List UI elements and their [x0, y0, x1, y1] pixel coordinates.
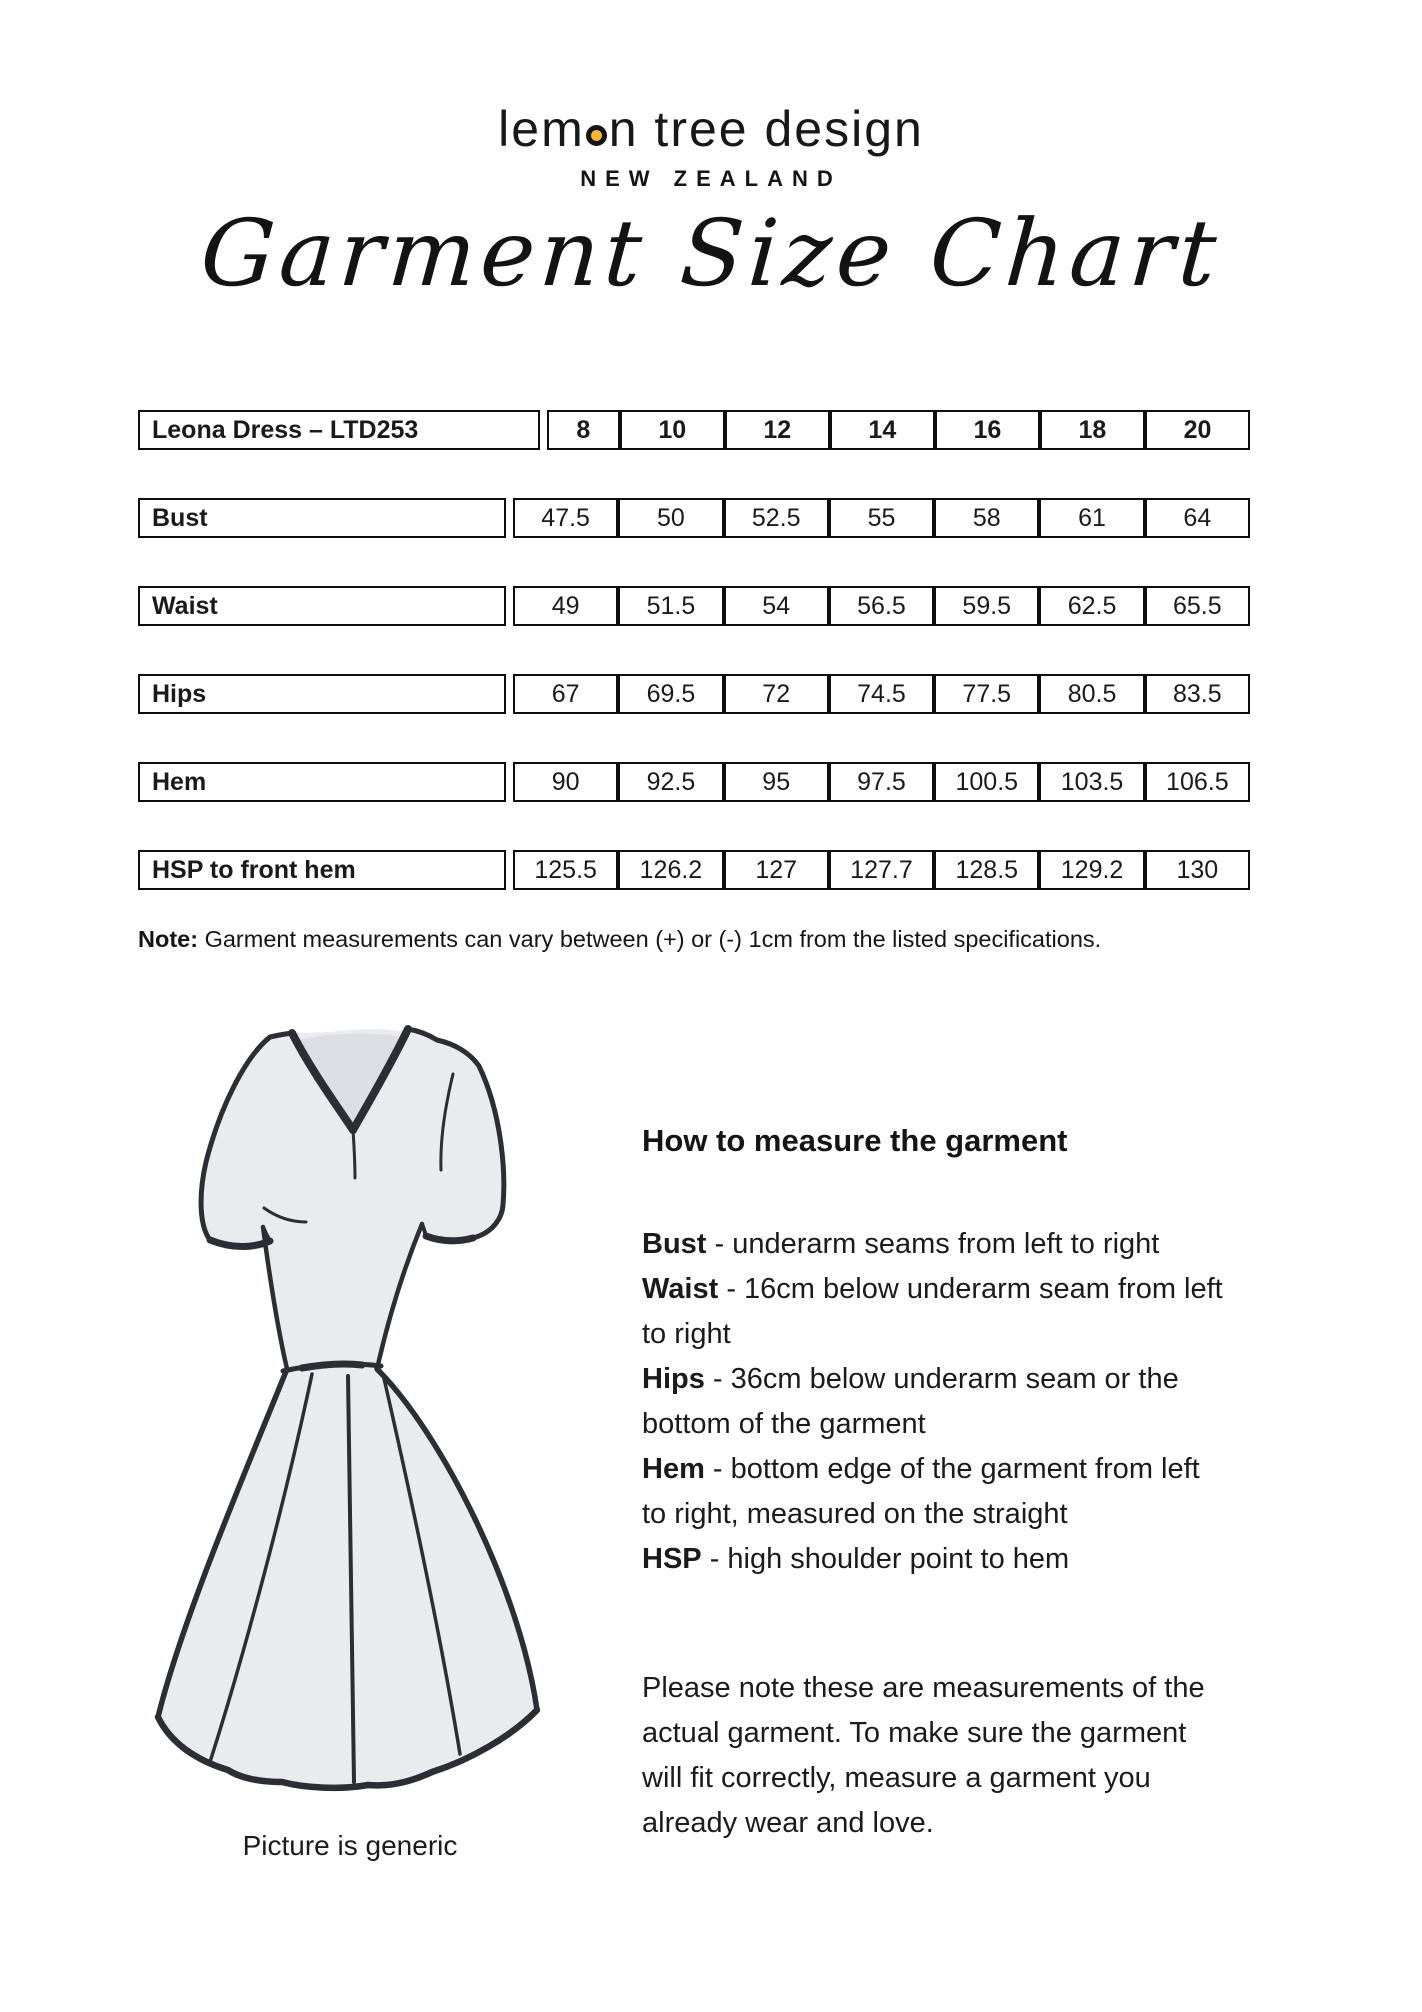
how-to-item-hips — [642, 1357, 1230, 1447]
term-desc: - high shoulder point to hem — [701, 1543, 1070, 1575]
term: Hem — [642, 1453, 705, 1485]
how-to-items — [642, 1222, 1230, 1582]
term: Hips — [642, 1363, 705, 1395]
how-to-item-hsp — [642, 1537, 1230, 1582]
tolerance-note — [138, 926, 1101, 953]
measure-value-cell: 100.5 — [934, 762, 1039, 802]
brand-name — [0, 100, 1422, 158]
measure-value-cell: 47.5 — [513, 498, 618, 538]
measure-value-cell: 54 — [724, 586, 829, 626]
measure-label-cell: Bust — [138, 498, 506, 538]
size-header-cell: 20 — [1145, 410, 1250, 450]
measure-value-cell: 69.5 — [618, 674, 723, 714]
measure-value-cell: 92.5 — [618, 762, 723, 802]
measure-value-cell: 130 — [1145, 850, 1250, 890]
how-to-item-bust — [642, 1222, 1230, 1267]
measure-value-cell: 65.5 — [1145, 586, 1250, 626]
brand-logo — [0, 100, 1422, 192]
measure-label-cell: Hem — [138, 762, 506, 802]
measure-value-cell: 129.2 — [1039, 850, 1144, 890]
measure-value-cell: 62.5 — [1039, 586, 1144, 626]
measure-value-cell: 49 — [513, 586, 618, 626]
how-to-measure-section — [642, 1120, 1230, 1846]
page-title: Garment Size Chart — [197, 200, 1225, 307]
brand-name-suffix: n tree design — [608, 101, 924, 157]
measure-value-cell: 95 — [724, 762, 829, 802]
term-desc: - 36cm below underarm seam or the bottom of the garment — [642, 1363, 1179, 1440]
note-text: Garment measurements can vary between (+) or (-) 1cm from the listed specifications. — [198, 926, 1102, 952]
lemon-dot-icon — [586, 125, 607, 146]
size-table — [138, 410, 1250, 938]
measure-value-cell: 125.5 — [513, 850, 618, 890]
measure-value-cell: 61 — [1039, 498, 1144, 538]
measure-value-cell: 72 — [724, 674, 829, 714]
measure-value-cell: 50 — [618, 498, 723, 538]
measure-value-cell: 52.5 — [724, 498, 829, 538]
measure-value-cell: 59.5 — [934, 586, 1039, 626]
term-desc: - 16cm below underarm seam from left to right — [642, 1273, 1223, 1350]
measure-label-cell: Waist — [138, 586, 506, 626]
measure-value-cell: 80.5 — [1039, 674, 1144, 714]
table-row-waist — [138, 586, 1250, 626]
table-row-hsp — [138, 850, 1250, 890]
size-header-cell: 14 — [830, 410, 935, 450]
how-to-heading: How to measure the garment — [642, 1123, 1068, 1158]
table-header-row — [138, 410, 1250, 450]
measure-value-cell: 127.7 — [829, 850, 934, 890]
measure-value-cell: 83.5 — [1145, 674, 1250, 714]
size-header-cell: 10 — [620, 410, 725, 450]
how-to-item-hem — [642, 1447, 1230, 1537]
measure-value-cell: 103.5 — [1039, 762, 1144, 802]
measure-value-cell: 55 — [829, 498, 934, 538]
term-desc: - underarm seams from left to right — [706, 1228, 1160, 1260]
size-header-cell: 18 — [1040, 410, 1145, 450]
measure-value-cell: 58 — [934, 498, 1039, 538]
table-row-hem — [138, 762, 1250, 802]
brand-name-prefix: lem — [498, 101, 585, 157]
table-row-hips — [138, 674, 1250, 714]
measure-value-cell: 51.5 — [618, 586, 723, 626]
term: Bust — [642, 1228, 707, 1260]
dress-illustration — [140, 1012, 560, 1812]
measure-value-cell: 67 — [513, 674, 618, 714]
measure-value-cell: 74.5 — [829, 674, 934, 714]
how-to-item-waist — [642, 1267, 1230, 1357]
term-desc: - bottom edge of the garment from left to right, measured on the straight — [642, 1453, 1200, 1530]
measure-value-cell: 97.5 — [829, 762, 934, 802]
table-row-bust — [138, 498, 1250, 538]
measure-value-cell: 128.5 — [934, 850, 1039, 890]
fit-advice-paragraph: Please note these are measurements of the actual garment. To make sure the garment will fit correctly, measure a garment you already wear and love. — [642, 1672, 1205, 1839]
measure-value-cell: 106.5 — [1145, 762, 1250, 802]
measure-value-cell: 56.5 — [829, 586, 934, 626]
size-header-cell: 16 — [935, 410, 1040, 450]
note-prefix: Note: — [138, 926, 199, 952]
size-header-cell: 12 — [725, 410, 830, 450]
measure-label-cell: HSP to front hem — [138, 850, 506, 890]
term: HSP — [642, 1543, 702, 1575]
term: Waist — [642, 1273, 719, 1305]
measure-value-cell: 64 — [1145, 498, 1250, 538]
brand-country: NEW ZEALAND — [580, 166, 842, 191]
measure-value-cell: 90 — [513, 762, 618, 802]
measure-label-cell: Hips — [138, 674, 506, 714]
figure-caption: Picture is generic — [242, 1830, 458, 1861]
product-name-cell: Leona Dress – LTD253 — [138, 410, 540, 450]
size-header-cell: 8 — [547, 410, 620, 450]
measure-value-cell: 127 — [724, 850, 829, 890]
measure-value-cell: 77.5 — [934, 674, 1039, 714]
measure-value-cell: 126.2 — [618, 850, 723, 890]
